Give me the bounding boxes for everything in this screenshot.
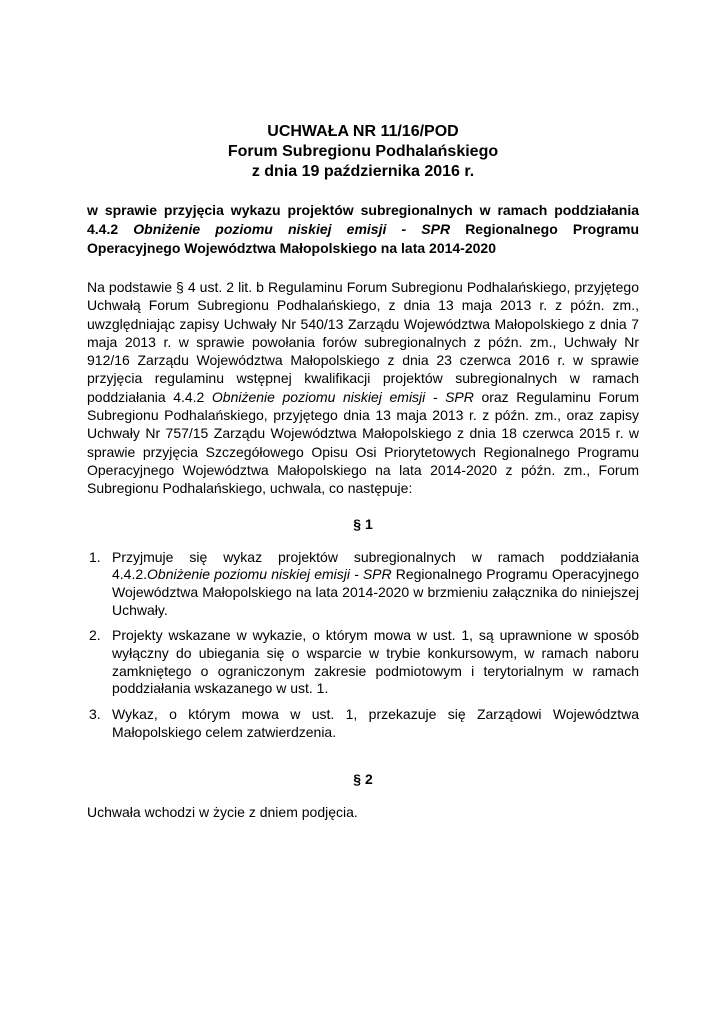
list-item-text: Wykaz, o którym mowa w ust. 1, przekazuje się Zarządowi Województwa Małopolskiego celem zatwierdzenia. bbox=[112, 706, 639, 740]
list-item bbox=[87, 706, 639, 741]
section-1-list bbox=[87, 549, 639, 742]
list-item-text-italic: Obniżenie poziomu niskiej emisji - SPR bbox=[147, 566, 392, 583]
subject-text-italic: Obniżenie poziomu niskiej emisji - SPR bbox=[133, 221, 451, 237]
resolution-number: UCHWAŁA NR 11/16/POD bbox=[267, 123, 459, 140]
section-2-heading: § 2 bbox=[353, 770, 373, 787]
subject-text-2: Regionalnego Programu Operacyjnego Województwa Małopolskiego na lata 2014-2020 bbox=[87, 221, 639, 256]
legal-basis-text-1: Na podstawie § 4 ust. 2 lit. b Regulaminu Forum Subregionu Podhalańskiego, przyjętego Uchwałą Forum Subregionu Podhalańskiego, z dnia 13 maja 2013 r. z późn. zm., uwzględniając zapisy Uchwały Nr 540/13 Zarządu Województwa Małopolskiego z dnia 7 maja 2013 r. w sprawie powołania forów subregionalnych z późn. zm., Uchwały Nr 912/16 Zarządu Województwa Małopolskiego z dnia 23 czerwca 2016 r. w sprawie przyjęcia regulaminu wstępnej kwalifikacji projektów subregionalnych w ramach poddziałania 4.4.2 bbox=[87, 279, 639, 405]
section-1-heading: § 1 bbox=[353, 515, 373, 532]
list-item-text: Projekty wskazane w wykazie, o którym mowa w ust. 1, są uprawnione w sposób wyłączny do ubiegania się o wsparcie w trybie konkursowym, w ramach naboru zamkniętego o ograniczonym zakresie podmiotowym i terytorialnym w ramach poddziałania wskazanego w ust. 1. bbox=[112, 627, 639, 697]
resolution-date: z dnia 19 października 2016 r. bbox=[251, 163, 475, 180]
list-item bbox=[87, 627, 639, 698]
issuing-body: Forum Subregionu Podhalańskiego bbox=[227, 143, 499, 160]
list-item-number: 2. bbox=[89, 627, 101, 644]
list-item-number: 3. bbox=[89, 706, 101, 723]
legal-basis-text-2: oraz Regulaminu Forum Subregionu Podhalańskiego, przyjętego dnia 13 maja 2013 r. z późn. zm., oraz zapisy Uchwały Nr 757/15 Zarządu Województwa Małopolskiego z dnia 18 czerwca 2015 r. w sprawie przyjęcia Szczegółowego Opisu Osi Priorytetowych Regionalnego Programu Operacyjnego Województwa Małopolskiego na lata 2014-2020 z późn. zm., Forum Subregionu Podhalańskiego, uchwala, co następuje: bbox=[87, 388, 639, 497]
document-page bbox=[87, 122, 639, 821]
list-item-text-1: Przyjmuje się wykaz projektów subregionalnych w ramach poddziałania 4.4.2. bbox=[112, 548, 639, 583]
entry-into-force-text: Uchwała wchodzi w życie z dniem podjęcia. bbox=[87, 803, 358, 820]
document-header bbox=[87, 122, 639, 182]
legal-basis-paragraph bbox=[87, 278, 639, 498]
subject-text-1: w sprawie przyjęcia wykazu projektów subregionalnych w ramach poddziałania 4.4.2 bbox=[87, 202, 639, 237]
resolution-subject bbox=[87, 201, 639, 258]
list-item-text-2: Regionalnego Programu Operacyjnego Województwa Małopolskiego na lata 2014-2020 w brzmieniu załącznika do niniejszej Uchwały. bbox=[112, 566, 639, 618]
legal-basis-text-italic: Obniżenie poziomu niskiej emisji - SPR bbox=[211, 388, 474, 405]
list-item bbox=[87, 549, 639, 620]
list-item-number: 1. bbox=[89, 548, 101, 565]
